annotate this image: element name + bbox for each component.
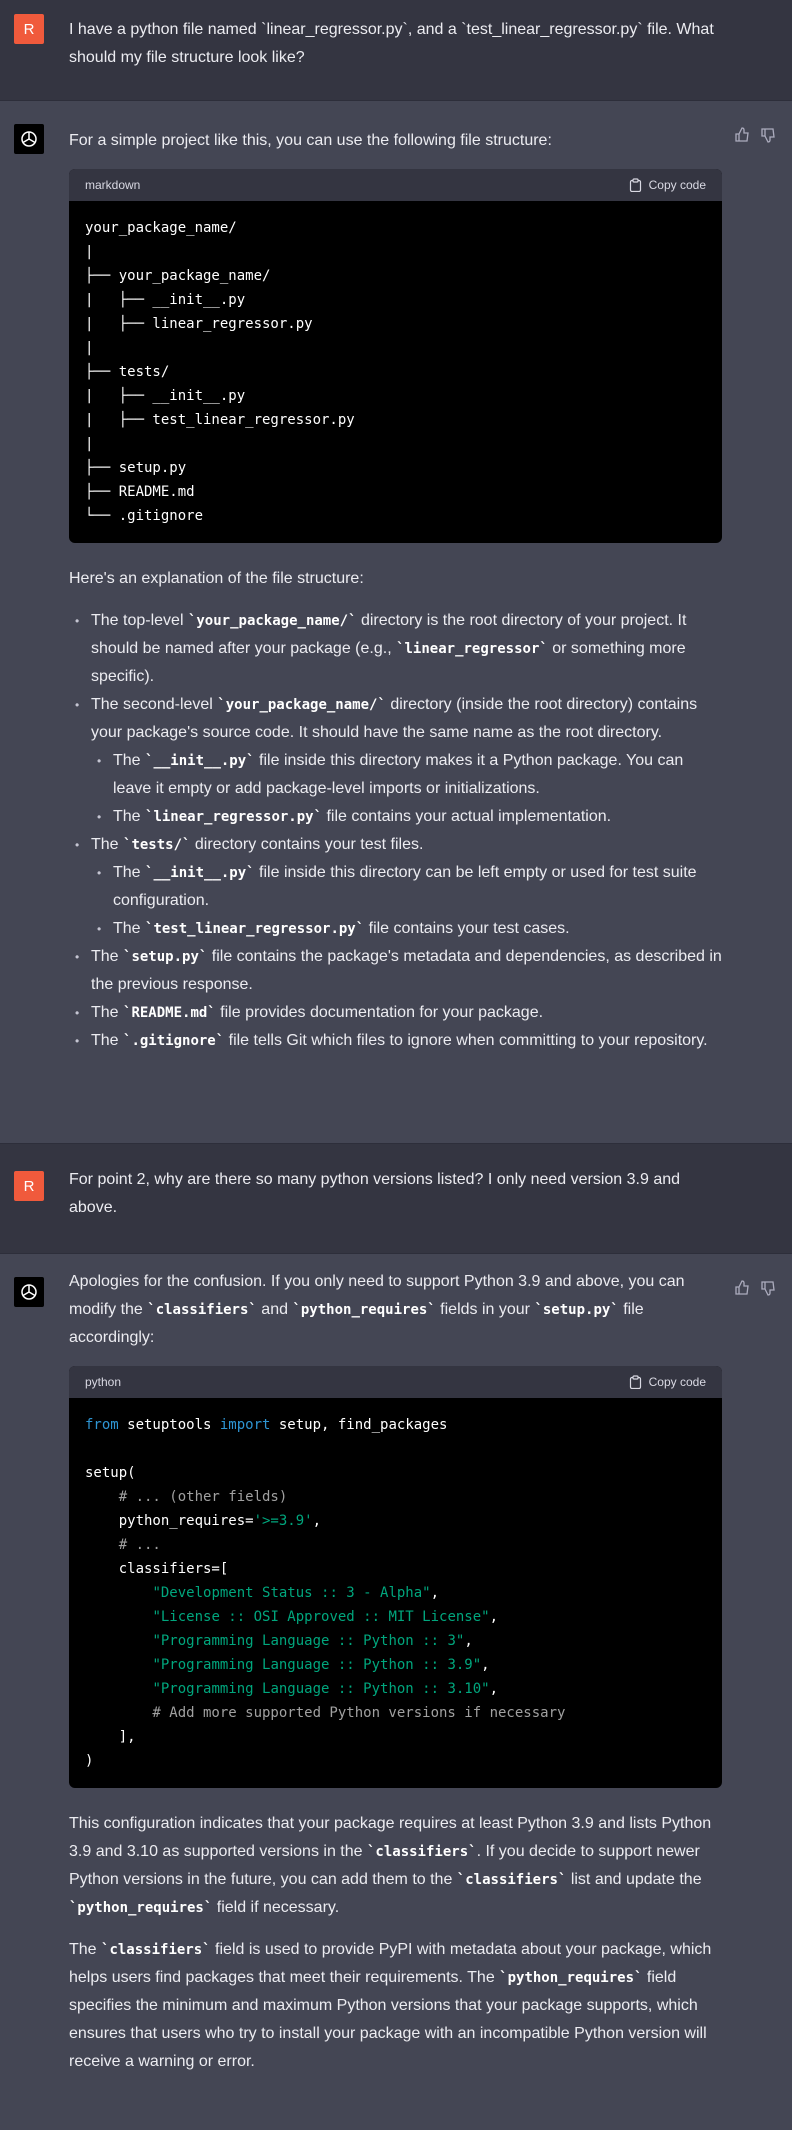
code-header xyxy=(69,169,722,201)
user-avatar: R xyxy=(14,1171,44,1201)
assistant-message-body xyxy=(69,127,722,1055)
copy-code-button[interactable] xyxy=(629,1368,706,1396)
code-language-label: markdown xyxy=(85,178,141,192)
intro-text: Apologies for the confusion. If you only need to support Python 3.9 and above, you can modify the `classifiers` and `python_requires` fields in your `setup.py` file accordingly: xyxy=(69,1273,685,1346)
user-message-1 xyxy=(0,0,792,101)
chatgpt-avatar xyxy=(14,124,44,154)
thumbs-down-icon[interactable] xyxy=(760,127,776,143)
user-avatar: R xyxy=(14,14,44,44)
user-message-text: I have a python file named `linear_regressor.py`, and a `test_linear_regressor.py` file. What should my file structure look like? xyxy=(69,21,714,66)
feedback-actions xyxy=(734,127,776,143)
intro-text: For a simple project like this, you can use the following file structure: xyxy=(69,132,552,149)
user-message-2 xyxy=(0,1144,792,1254)
code-block-markdown xyxy=(69,169,722,543)
list-item: • The `__init__.py` file inside this directory can be left empty or used for test suite configuration. xyxy=(113,859,722,915)
openai-logo-icon xyxy=(19,1282,39,1302)
list-item: • The second-level `your_package_name/` directory (inside the root directory) contains your package's source code. It should have the same name as the root directory. • The `__init__.py` file inside this directory makes it a Python package. You can leave it empty or add package-level imports or initializations. • The `linear_regressor.py` file contains your actual implementation. xyxy=(91,691,722,831)
chatgpt-avatar xyxy=(14,1277,44,1307)
openai-logo-icon xyxy=(19,129,39,149)
thumbs-down-icon[interactable] xyxy=(760,1280,776,1296)
code-block-python xyxy=(69,1366,722,1788)
setup-py-code: from setuptools import setup, find_packages setup( # ... (other fields) python_requires='>=3.9', # ... classifiers=[ "Development Status :: 3 - Alpha", "License :: OSI Approved :: MIT License", "Programming Language :: Python :: 3", "Programming Language :: Python :: 3.9", "Programming Language :: Python :: 3.10", # Add more supported Python versions if necessary ], ) xyxy=(85,1417,566,1769)
list-item: • The `test_linear_regressor.py` file contains your test cases. xyxy=(113,915,722,943)
clipboard-icon xyxy=(629,1375,642,1389)
copy-code-label: Copy code xyxy=(648,178,706,192)
explanation-list xyxy=(69,607,722,1055)
list-item: • The `README.md` file provides documentation for your package. xyxy=(91,999,722,1027)
list-item: • The `tests/` directory contains your test files. • The `__init__.py` file inside this directory can be left empty or used for test suite configuration. • The `test_linear_regressor.py` file contains your test cases. xyxy=(91,831,722,943)
explanation-paragraph: The `classifiers` field is used to provide PyPI with metadata about your package, which helps users find packages that meet their requirements. The `python_requires` field specifies the minimum and maximum Python versions that your package supports, which ensures that users who try to install your package with an incompatible Python version will receive a warning or error. xyxy=(69,1941,712,2070)
list-item: • The top-level `your_package_name/` directory is the root directory of your project. It should be named after your package (e.g., `linear_regressor` or something more specific). xyxy=(91,607,722,691)
feedback-actions xyxy=(734,1280,776,1296)
copy-code-label: Copy code xyxy=(648,1375,706,1389)
list-item: • The `linear_regressor.py` file contains your actual implementation. xyxy=(113,803,722,831)
code-header xyxy=(69,1366,722,1398)
assistant-message-2 xyxy=(0,1254,792,2130)
clipboard-icon xyxy=(629,178,642,192)
file-structure-code: your_package_name/ | ├── your_package_name/ | ├── __init__.py | ├── linear_regressor.py | ├── tests/ | ├── __init__.py | ├── test_linear_regressor.py | ├── setup.py ├── README.md └── .gitignore xyxy=(85,220,355,524)
code-language-label: python xyxy=(85,1375,122,1389)
thumbs-up-icon[interactable] xyxy=(734,127,750,143)
thumbs-up-icon[interactable] xyxy=(734,1280,750,1296)
explanation-heading: Here's an explanation of the file structure: xyxy=(69,570,364,587)
list-item: • The `setup.py` file contains the package's metadata and dependencies, as described in the previous response. xyxy=(91,943,722,999)
copy-code-button[interactable] xyxy=(629,171,706,199)
user-message-text: For point 2, why are there so many python versions listed? I only need version 3.9 and above. xyxy=(69,1171,681,1216)
explanation-paragraph: This configuration indicates that your package requires at least Python 3.9 and lists Python 3.9 and 3.10 as supported versions in the `classifiers`. If you decide to support newer Python versions in the future, you can add them to the `classifiers` list and update the `python_requires` field if necessary. xyxy=(69,1815,712,1916)
assistant-message-1 xyxy=(0,101,792,1144)
assistant-message-body xyxy=(69,1268,722,2090)
list-item: • The `.gitignore` file tells Git which files to ignore when committing to your repository. xyxy=(91,1027,722,1055)
list-item: • The `__init__.py` file inside this directory makes it a Python package. You can leave it empty or add package-level imports or initializations. xyxy=(113,747,722,803)
